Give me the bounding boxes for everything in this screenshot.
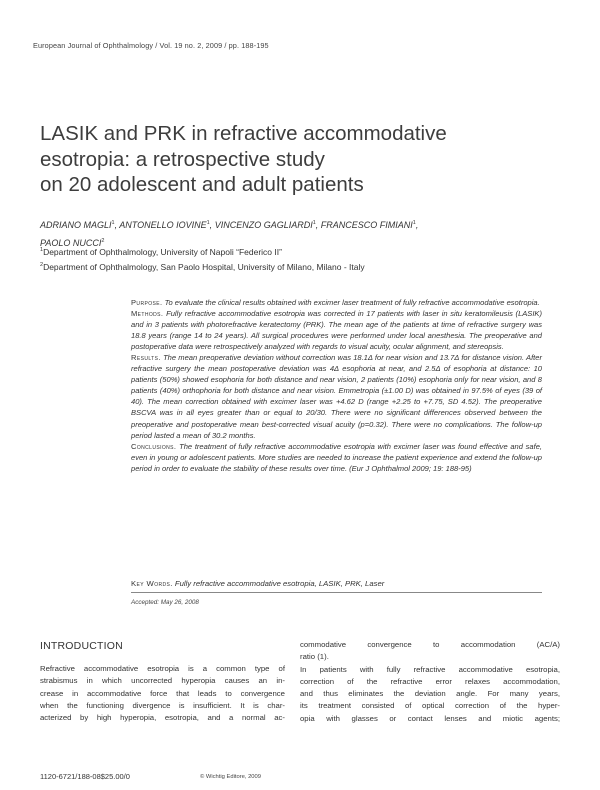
- text-line: In patients with fully refractive accommodative esotropia,: [300, 664, 560, 674]
- text-line: acterized by high hyperopia, esotropia, and a normal ac-: [40, 713, 285, 723]
- abstract-methods: [131, 308, 542, 352]
- abstract: [131, 297, 542, 474]
- abstract-label: Purpose.: [131, 298, 163, 307]
- author-list: ADRIANO MAGLI$^1$, ANTONELLO IOVINE$^1$, VINCENZO GAGLIARDI$^1$, FRANCESCO FIMIANI$^1$, PAOLO NUCCI$^2$: [40, 220, 419, 248]
- abstract-label: Methods.: [131, 309, 164, 319]
- text-line: ratio (1).: [300, 652, 329, 662]
- article-title: [40, 121, 560, 198]
- footer-publisher: © Wichtig Editore, 2009: [200, 774, 261, 780]
- affiliation-mark: 1: [40, 247, 44, 254]
- author-affiliation-mark: 1: [206, 220, 210, 226]
- text-line: Refractive accommodative esotropia is a common type of: [40, 664, 285, 673]
- body-column-left: [40, 663, 285, 724]
- title-line: on 20 adolescent and adult patients: [40, 173, 364, 196]
- abstract-text: Fully refractive accommodative esotropia was corrected in 17 patients with laser in situ keratomileusis (LASIK) and in 3 patients with photorefractive keratectomy (PRK). The mean age of the patients at time of refractive surgery was 18.8 years (range 14 to 24 years). All surgical procedures were performed under local anesthesia. The preoperative and postoperative data were retrospectively analyzed with regards to visual acuity, ocular alignment, and stereopsis.: [131, 309, 542, 352]
- abstract-text: To evaluate the clinical results obtained with excimer laser treatment of fully refractive accommodative esotropia.: [164, 298, 540, 307]
- text-line: commodative convergence to accommodation (AC/A): [300, 640, 560, 649]
- author-name: PAOLO NUCCI: [40, 238, 102, 248]
- affiliation-text: Department of Ophthalmology, San Paolo Hospital, University of Milano, Milano - Italy: [43, 262, 365, 272]
- author-affiliation-mark: 1: [111, 220, 115, 226]
- author-name: VINCENZO GAGLIARDI: [214, 220, 313, 230]
- abstract-text: The mean preoperative deviation without correction was 18.1Δ for near vision and 13.7Δ for distance vision. After refractive surgery the mean postoperative deviation was 4Δ esophoria at near, and 2.5Δ of esophoria at distance: 10 patients (50%) showed esophoria for both distance and near vision, 2 patients (10%) esophoria only for near vision, and 8 patients (40%) orthophoria for both distance and near vision. Emmetropia (±1.00 D) was obtained in 97.5% of eyes (39 of 40). The mean correction obtained with excimer laser was +4.62 D (range +2.25 to +7.75, SD 4.52). The preoperative BSCVA was in all eyes greater than or equal to 20/30. There were no significant differences observed between the preoperative and postoperative mean best-corrected visual acuity (p=0.32). There were no complications. The follow-up period lasted a mean of 30.2 months.: [131, 353, 542, 440]
- abstract-purpose: [131, 297, 542, 308]
- author-affiliation-mark: 1: [412, 220, 416, 226]
- keywords-label: Key Words.: [131, 579, 173, 588]
- affiliation-mark: 2: [40, 262, 44, 269]
- title-line: LASIK and PRK in refractive accommodative: [40, 122, 447, 145]
- abstract-label: Results.: [131, 353, 161, 363]
- text-line: opia with glasses or contact lenses and miotic agents;: [300, 713, 560, 723]
- abstract-conclusions: [131, 441, 542, 474]
- keywords: [131, 579, 542, 588]
- footer-code: 1120-6721/188-08$25.00/0: [40, 772, 130, 781]
- author-affiliation-mark: 1: [312, 220, 316, 226]
- author-name: ADRIANO MAGLI: [40, 220, 112, 230]
- author-affiliation-mark: 2: [101, 238, 105, 244]
- accepted-date: Accepted: May 26, 2008: [131, 599, 199, 606]
- abstract-text: The treatment of fully refractive accommodative esotropia with excimer laser was found effective and safe, even in young or adolescent patients. More studies are needed to increase the patient experience and extend the follow-up period in order to evaluate the stability of these results over time. (Eur J Ophthalmol 2009; 19: 188-95): [131, 441, 542, 473]
- abstract-label: Conclusions.: [131, 441, 177, 451]
- divider: [131, 592, 542, 593]
- affiliation-text: Department of Ophthalmology, University of Napoli “Federico II”: [43, 247, 282, 257]
- text-line: crease in accommodative force that leads to convergence: [40, 688, 285, 698]
- journal-citation: European Journal of Ophthalmology / Vol. 19 no. 2, 2009 / pp. 188-195: [33, 41, 269, 50]
- text-line: correction of the refractive error relaxes accommodation,: [300, 676, 560, 686]
- text-line: and thus eliminates the deviation angle. For many years,: [300, 689, 560, 699]
- section-heading: INTRODUCTION: [40, 640, 123, 652]
- text-line: when the functioning divergence is insufficient. It is char-: [40, 700, 285, 710]
- author-name: ANTONELLO IOVINE: [119, 220, 207, 230]
- affiliation: [40, 247, 282, 257]
- abstract-results: [131, 352, 542, 440]
- text-line: strabismus in which uncorrected hyperopia causes an in-: [40, 676, 285, 686]
- title-line: esotropia: a retrospective study: [40, 147, 325, 171]
- body-column-right: [300, 639, 560, 725]
- affiliation: [40, 262, 365, 272]
- text-line: its treatment consisted of optical correction of the hyper-: [300, 701, 560, 711]
- keywords-text: Fully refractive accommodative esotropia, LASIK, PRK, Laser: [174, 579, 385, 588]
- author-name: FRANCESCO FIMIANI: [320, 220, 413, 230]
